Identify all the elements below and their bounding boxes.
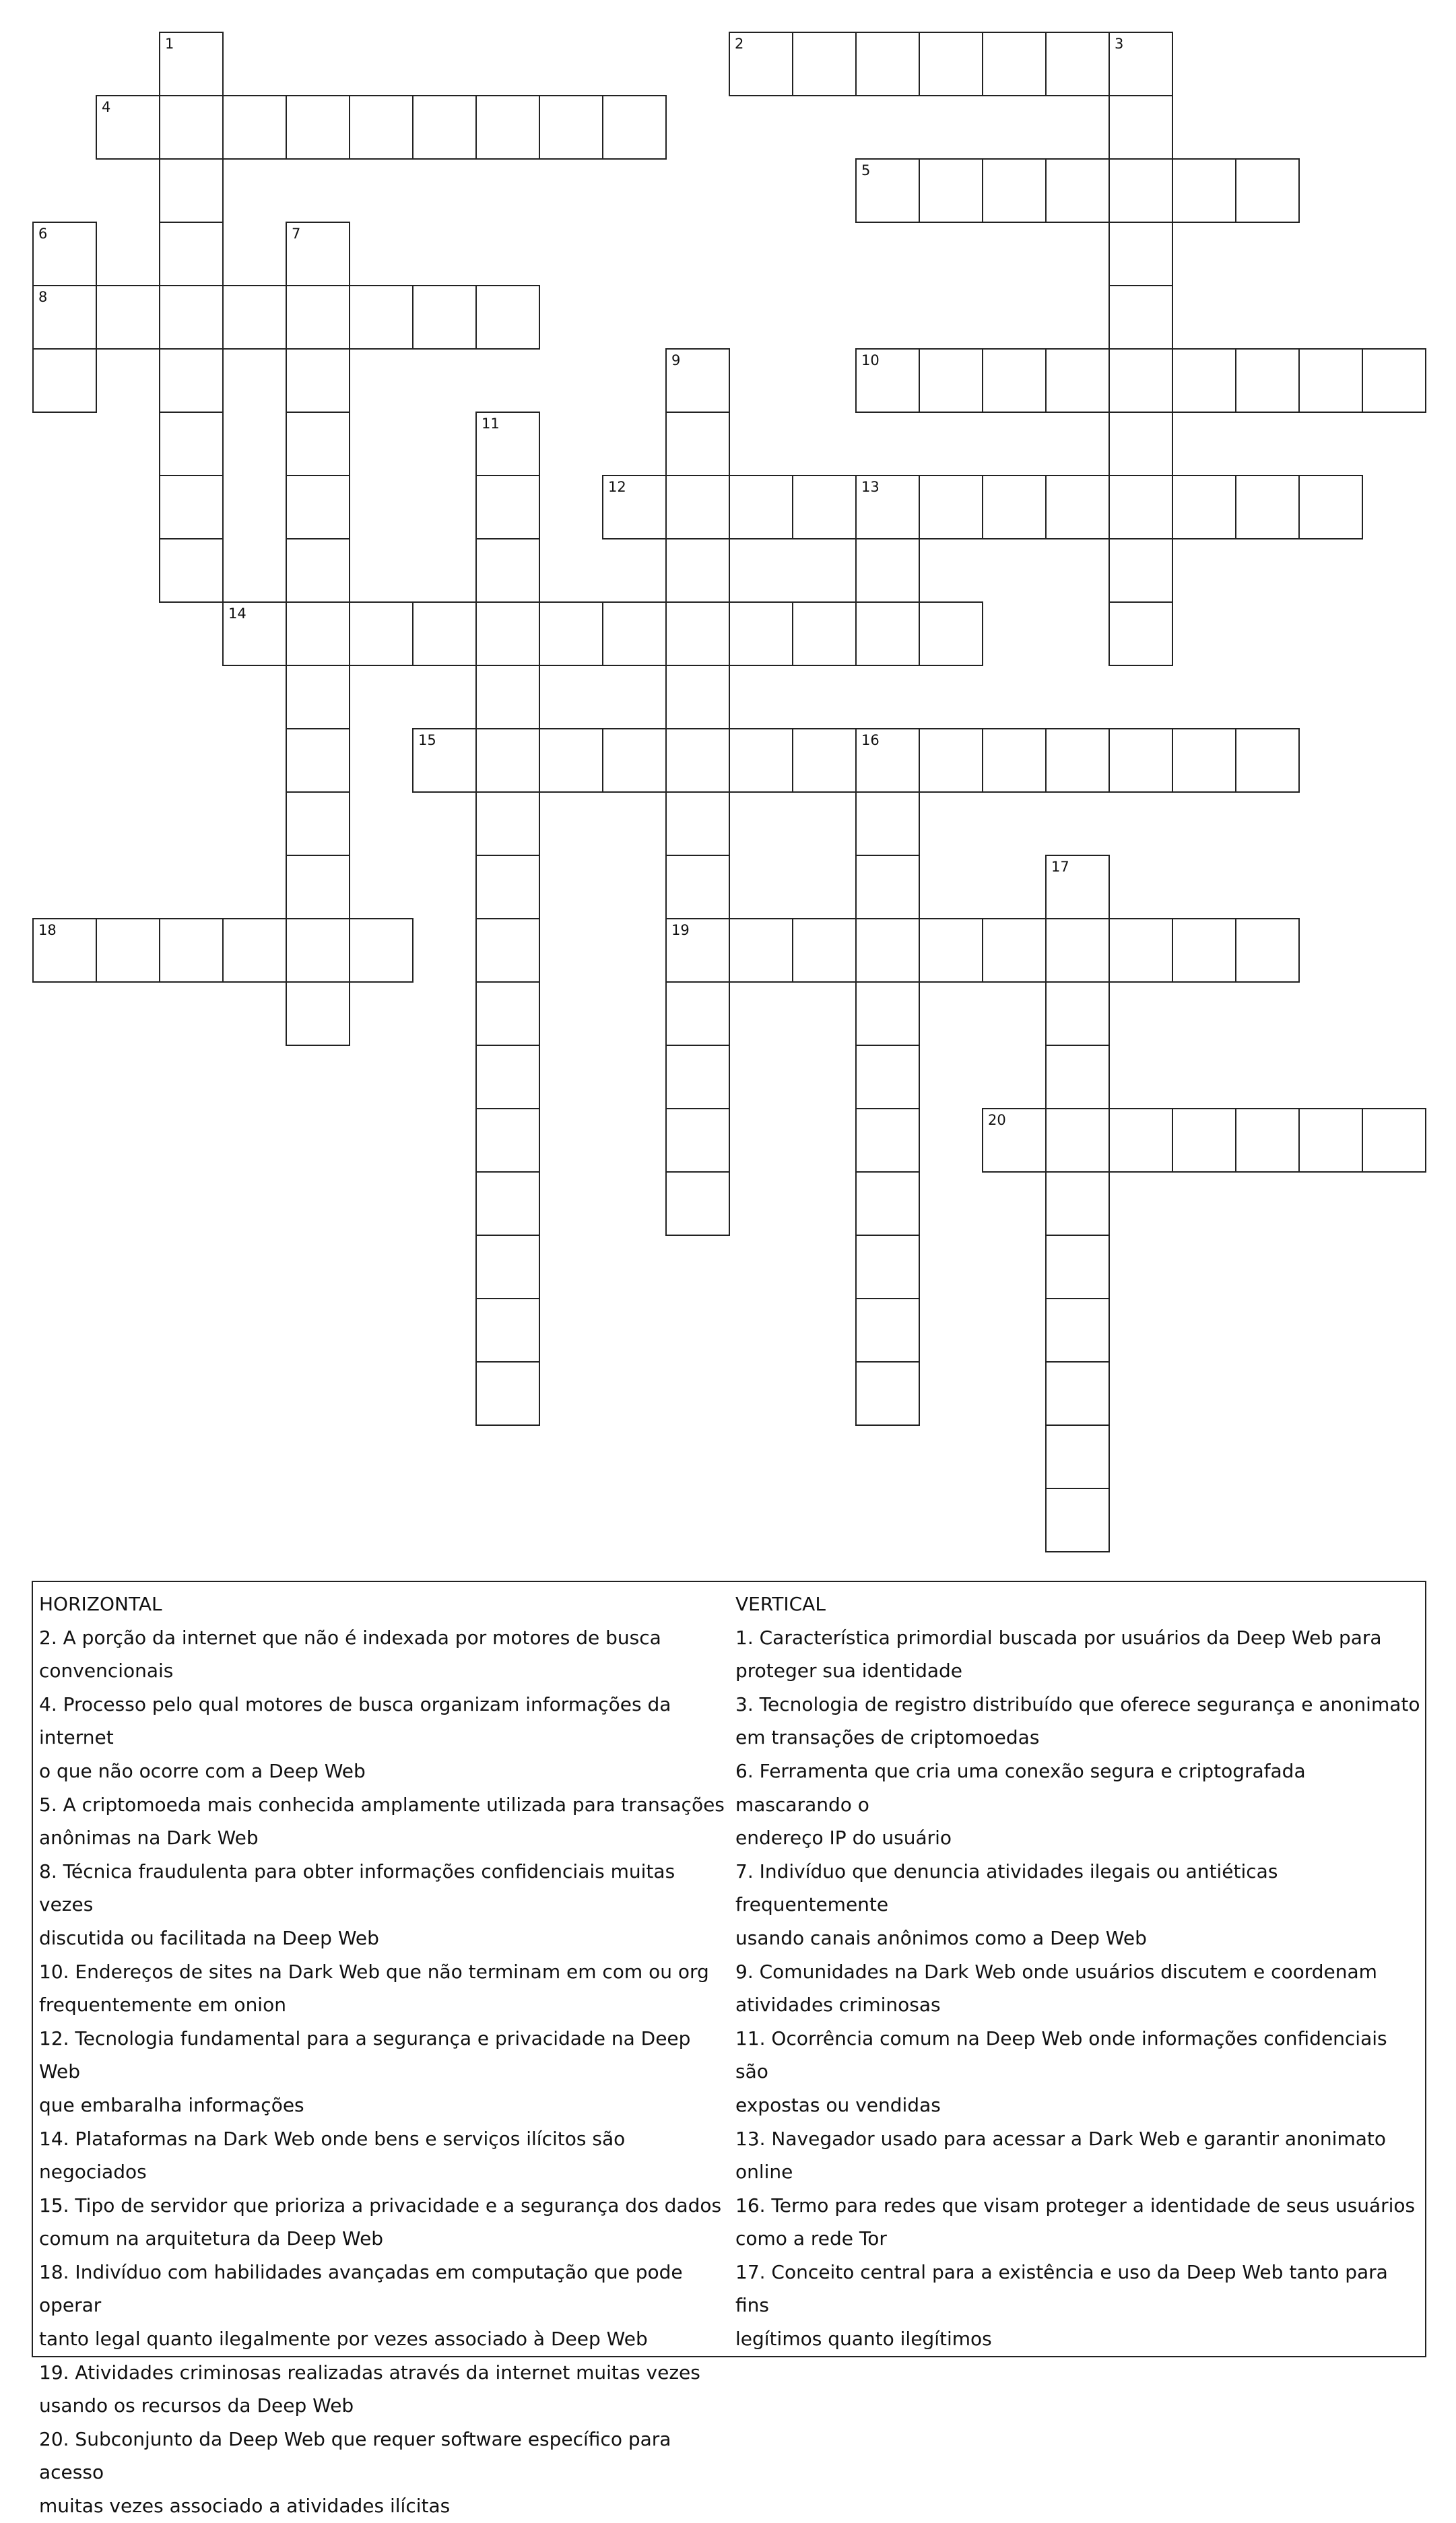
grid-cell[interactable] [1045, 348, 1110, 413]
grid-cell[interactable] [982, 1108, 1047, 1173]
grid-cell[interactable] [1045, 728, 1110, 793]
across-clue-line: 20. Subconjunto da Deep Web que requer software específico para acesso [39, 2427, 671, 2484]
grid-cell[interactable] [665, 791, 730, 856]
grid-cell[interactable] [665, 728, 730, 793]
grid-cell[interactable] [286, 981, 350, 1046]
grid-cell[interactable] [665, 538, 730, 603]
grid-cell[interactable] [982, 475, 1047, 539]
down-clue-line: em transações de criptomoedas [735, 1726, 1040, 1749]
clue-number: 4 [102, 99, 111, 115]
down-clue-line: expostas ou vendidas [735, 2093, 941, 2116]
grid-cell[interactable] [412, 95, 477, 160]
grid-cell[interactable] [412, 601, 477, 666]
grid-cell[interactable] [729, 601, 793, 666]
across-clue-line: anônimas na Dark Web [39, 1827, 259, 1849]
grid-cell[interactable] [412, 728, 477, 793]
across-clue-line: 19. Atividades criminosas realizadas através da internet muitas vezes [39, 2361, 700, 2384]
grid-cell[interactable] [982, 32, 1047, 96]
grid-cell[interactable] [792, 475, 857, 539]
grid-cell[interactable] [286, 855, 350, 919]
grid-cell[interactable] [855, 1361, 920, 1426]
down-clue-line: como a rede Tor [735, 2227, 887, 2250]
across-clue-line: que embaralha informações [39, 2093, 304, 2116]
grid-cell[interactable] [1235, 1108, 1300, 1173]
grid-cell[interactable] [1362, 348, 1426, 413]
grid-cell[interactable] [729, 475, 793, 539]
grid-cell[interactable] [349, 285, 413, 350]
grid-cell[interactable] [286, 665, 350, 729]
grid-cell[interactable] [159, 348, 224, 413]
grid-cell[interactable] [349, 601, 413, 666]
grid-cell[interactable] [475, 412, 540, 476]
across-clue-line: 12. Tecnologia fundamental para a segurança e privacidade na Deep Web [39, 2027, 691, 2083]
clue-number: 13 [861, 479, 880, 495]
grid-cell[interactable] [475, 728, 540, 793]
across-clue-line: 2. A porção da internet que não é indexada por motores de busca [39, 1626, 661, 1649]
grid-cell[interactable] [1108, 475, 1173, 539]
clues-box [32, 1581, 1426, 2518]
grid-cell[interactable] [1045, 981, 1110, 1046]
grid-cell[interactable] [159, 918, 224, 983]
grid-cell[interactable] [96, 95, 160, 160]
across-clue-line: muitas vezes associado a atividades ilícitas [39, 2495, 451, 2518]
across-clue-line: usando os recursos da Deep Web [39, 2394, 354, 2417]
grid-cell[interactable] [855, 475, 920, 539]
across-clue-line: convencionais [39, 1660, 174, 1682]
grid-cell[interactable] [222, 601, 287, 666]
clue-number: 9 [671, 352, 681, 368]
grid-cell[interactable] [1108, 918, 1173, 983]
grid-cell[interactable] [665, 1108, 730, 1173]
grid-cell[interactable] [1298, 1108, 1363, 1173]
grid-cell[interactable] [792, 32, 857, 96]
grid-cell[interactable] [982, 918, 1047, 983]
grid-cell[interactable] [1045, 1108, 1110, 1173]
grid-cell[interactable] [1235, 475, 1300, 539]
grid-cell[interactable] [96, 918, 160, 983]
grid-cell[interactable] [1172, 918, 1236, 983]
grid-cell[interactable] [982, 348, 1047, 413]
grid-cell[interactable] [919, 918, 983, 983]
down-clue-line: atividades criminosas [735, 1994, 941, 2017]
grid-cell[interactable] [665, 981, 730, 1046]
grid-cell[interactable] [159, 475, 224, 539]
clue-number: 5 [861, 162, 871, 178]
grid-cell[interactable] [1045, 1361, 1110, 1426]
clue-number: 16 [861, 732, 880, 748]
grid-cell[interactable] [665, 1045, 730, 1109]
grid-cell[interactable] [665, 855, 730, 919]
grid-cell[interactable] [32, 348, 97, 413]
grid-cell[interactable] [1362, 1108, 1426, 1173]
down-clue-line: 3. Tecnologia de registro distribuído que oferece segurança e anonimato [735, 1693, 1420, 1715]
grid-cell[interactable] [665, 475, 730, 539]
grid-cell[interactable] [159, 412, 224, 476]
grid-cell[interactable] [982, 158, 1047, 223]
grid-cell[interactable] [602, 475, 667, 539]
grid-cell[interactable] [475, 1171, 540, 1236]
grid-cell[interactable] [665, 665, 730, 729]
across-heading: HORIZONTAL [39, 1593, 162, 1615]
grid-cell[interactable] [1108, 348, 1173, 413]
grid-cell[interactable] [32, 918, 97, 983]
clue-number: 19 [671, 922, 690, 938]
grid-cell[interactable] [32, 222, 97, 286]
clue-number: 11 [482, 416, 500, 432]
across-clue-line: 14. Plataformas na Dark Web onde bens e serviços ilícitos são negociados [39, 2127, 626, 2184]
grid-cell[interactable] [855, 728, 920, 793]
grid-cell[interactable] [1108, 1108, 1173, 1173]
grid-cell[interactable] [1108, 538, 1173, 603]
grid-cell[interactable] [729, 918, 793, 983]
clue-number: 15 [418, 732, 436, 748]
grid-cell[interactable] [855, 918, 920, 983]
clue-number: 2 [735, 36, 744, 52]
grid-cell[interactable] [539, 601, 603, 666]
down-clues-column [735, 1587, 1422, 2356]
grid-cell[interactable] [475, 981, 540, 1046]
grid-cell[interactable] [1108, 601, 1173, 666]
grid-cell[interactable] [475, 1298, 540, 1363]
grid-cell[interactable] [349, 918, 413, 983]
grid-cell[interactable] [602, 728, 667, 793]
grid-cell[interactable] [1108, 222, 1173, 286]
grid-cell[interactable] [475, 1108, 540, 1173]
grid-cell[interactable] [729, 32, 793, 96]
down-clue-line: 9. Comunidades na Dark Web onde usuários discutem e coordenam [735, 1960, 1377, 1983]
grid-cell[interactable] [919, 348, 983, 413]
grid-cell[interactable] [855, 1235, 920, 1299]
grid-cell[interactable] [96, 285, 160, 350]
grid-cell[interactable] [855, 158, 920, 223]
grid-cell[interactable] [855, 1108, 920, 1173]
grid-cell[interactable] [855, 348, 920, 413]
grid-cell[interactable] [1045, 475, 1110, 539]
grid-cell[interactable] [855, 601, 920, 666]
grid-cell[interactable] [1172, 1108, 1236, 1173]
grid-cell[interactable] [729, 728, 793, 793]
grid-cell[interactable] [349, 95, 413, 160]
across-clue-line: 15. Tipo de servidor que prioriza a privacidade e a segurança dos dados [39, 2194, 722, 2217]
clue-number: 6 [38, 226, 48, 242]
down-heading: VERTICAL [735, 1593, 826, 1615]
grid-cell[interactable] [665, 601, 730, 666]
grid-cell[interactable] [1108, 32, 1173, 96]
down-clue-line: usando canais anônimos como a Deep Web [735, 1926, 1147, 1949]
down-clue-line: 1. Característica primordial buscada por usuários da Deep Web para [735, 1626, 1382, 1649]
grid-cell[interactable] [286, 918, 350, 983]
grid-cell[interactable] [159, 285, 224, 350]
grid-cell[interactable] [1172, 728, 1236, 793]
grid-cell[interactable] [1045, 1488, 1110, 1552]
grid-cell[interactable] [475, 538, 540, 603]
grid-cell[interactable] [792, 601, 857, 666]
clue-number: 7 [292, 226, 301, 242]
grid-cell[interactable] [855, 32, 920, 96]
grid-cell[interactable] [475, 285, 540, 350]
grid-cell[interactable] [855, 855, 920, 919]
clue-number: 10 [861, 352, 880, 368]
grid-cell[interactable] [475, 1361, 540, 1426]
grid-cell[interactable] [1172, 158, 1236, 223]
grid-cell[interactable] [919, 728, 983, 793]
across-clue-line: discutida ou facilitada na Deep Web [39, 1926, 379, 1949]
clue-number: 20 [988, 1112, 1006, 1128]
grid-cell[interactable] [792, 918, 857, 983]
grid-cell[interactable] [1045, 1171, 1110, 1236]
down-clue-line: 17. Conceito central para a existência e uso da Deep Web tanto para fins [735, 2260, 1388, 2317]
across-clues-column [39, 1587, 733, 2523]
grid-cell[interactable] [1045, 1298, 1110, 1363]
down-clue-line: 6. Ferramenta que cria uma conexão segura e criptografada mascarando o [735, 1759, 1306, 1816]
clue-number: 12 [608, 479, 626, 495]
clue-number: 1 [165, 36, 174, 52]
grid-cell[interactable] [159, 222, 224, 286]
grid-cell[interactable] [286, 601, 350, 666]
grid-cell[interactable] [855, 1298, 920, 1363]
down-clue-line: proteger sua identidade [735, 1660, 963, 1682]
grid-cell[interactable] [982, 728, 1047, 793]
grid-cell[interactable] [286, 728, 350, 793]
across-clue-line: frequentemente em onion [39, 1994, 286, 2017]
grid-cell[interactable] [855, 538, 920, 603]
grid-cell[interactable] [1045, 855, 1110, 919]
grid-cell[interactable] [919, 475, 983, 539]
grid-cell[interactable] [286, 285, 350, 350]
grid-cell[interactable] [286, 222, 350, 286]
down-clue-line: 13. Navegador usado para acessar a Dark Web e garantir anonimato online [735, 2127, 1386, 2184]
clue-number: 17 [1051, 859, 1069, 875]
grid-cell[interactable] [1045, 32, 1110, 96]
grid-cell[interactable] [159, 32, 224, 96]
grid-cell[interactable] [475, 601, 540, 666]
grid-cell[interactable] [855, 981, 920, 1046]
across-clue-line: o que não ocorre com a Deep Web [39, 1759, 366, 1782]
grid-cell[interactable] [665, 348, 730, 413]
grid-cell[interactable] [1108, 412, 1173, 476]
grid-cell[interactable] [286, 475, 350, 539]
grid-cell[interactable] [1108, 158, 1173, 223]
across-clue-line: 18. Indivíduo com habilidades avançadas em computação que pode operar [39, 2260, 683, 2317]
grid-cell[interactable] [475, 791, 540, 856]
grid-cell[interactable] [412, 285, 477, 350]
grid-cell[interactable] [475, 855, 540, 919]
across-clue-line: 4. Processo pelo qual motores de busca organizam informações da internet [39, 1693, 671, 1749]
down-clue-line: legítimos quanto ilegítimos [735, 2328, 992, 2351]
grid-cell[interactable] [1172, 348, 1236, 413]
grid-cell[interactable] [1298, 348, 1363, 413]
grid-cell[interactable] [539, 728, 603, 793]
grid-cell[interactable] [919, 158, 983, 223]
clue-number: 14 [228, 605, 246, 622]
grid-cell[interactable] [1235, 918, 1300, 983]
grid-cell[interactable] [475, 1235, 540, 1299]
grid-cell[interactable] [222, 285, 287, 350]
grid-cell[interactable] [286, 791, 350, 856]
grid-cell[interactable] [1108, 728, 1173, 793]
grid-cell[interactable] [159, 538, 224, 603]
grid-cell[interactable] [1235, 728, 1300, 793]
grid-cell[interactable] [1108, 95, 1173, 160]
grid-cell[interactable] [602, 95, 667, 160]
grid-cell[interactable] [919, 32, 983, 96]
grid-cell[interactable] [665, 918, 730, 983]
grid-cell[interactable] [286, 412, 350, 476]
grid-cell[interactable] [222, 95, 287, 160]
grid-cell[interactable] [159, 95, 224, 160]
grid-cell[interactable] [855, 791, 920, 856]
grid-cell[interactable] [1045, 1235, 1110, 1299]
grid-cell[interactable] [665, 412, 730, 476]
grid-cell[interactable] [855, 1045, 920, 1109]
grid-cell[interactable] [32, 285, 97, 350]
clue-number: 8 [38, 289, 48, 305]
grid-cell[interactable] [475, 475, 540, 539]
grid-cell[interactable] [475, 665, 540, 729]
grid-cell[interactable] [475, 1045, 540, 1109]
grid-cell[interactable] [1235, 158, 1300, 223]
clue-number: 18 [38, 922, 57, 938]
grid-cell[interactable] [1045, 918, 1110, 983]
grid-cell[interactable] [286, 348, 350, 413]
down-clue-line: 7. Indivíduo que denuncia atividades ilegais ou antiéticas frequentemente [735, 1860, 1278, 1916]
grid-cell[interactable] [1172, 475, 1236, 539]
down-clue-line: endereço IP do usuário [735, 1827, 952, 1849]
across-clue-line: tanto legal quanto ilegalmente por vezes associado à Deep Web [39, 2328, 648, 2351]
grid-cell[interactable] [475, 918, 540, 983]
grid-cell[interactable] [602, 601, 667, 666]
grid-cell[interactable] [792, 728, 857, 793]
grid-cell[interactable] [286, 538, 350, 603]
down-clue-line: 16. Termo para redes que visam proteger a identidade de seus usuários [735, 2194, 1416, 2217]
grid-cell[interactable] [159, 158, 224, 223]
down-clue-line: 11. Ocorrência comum na Deep Web onde informações confidenciais são [735, 2027, 1387, 2083]
grid-cell[interactable] [222, 918, 287, 983]
grid-cell[interactable] [665, 1171, 730, 1236]
grid-cell[interactable] [1235, 348, 1300, 413]
across-clue-line: 5. A criptomoeda mais conhecida amplamente utilizada para transações [39, 1793, 725, 1816]
grid-cell[interactable] [919, 601, 983, 666]
across-clue-line: 8. Técnica fraudulenta para obter informações confidenciais muitas vezes [39, 1860, 675, 1916]
grid-cell[interactable] [1045, 1045, 1110, 1109]
grid-cell[interactable] [539, 95, 603, 160]
across-clue-line: 10. Endereços de sites na Dark Web que não terminam em com ou org [39, 1960, 709, 1983]
clue-number: 3 [1115, 36, 1124, 52]
grid-cell[interactable] [475, 95, 540, 160]
grid-cell[interactable] [286, 95, 350, 160]
grid-cell[interactable] [1045, 1424, 1110, 1489]
grid-cell[interactable] [855, 1171, 920, 1236]
across-clue-line: comum na arquitetura da Deep Web [39, 2227, 384, 2250]
grid-cell[interactable] [1108, 285, 1173, 350]
grid-cell[interactable] [1298, 475, 1363, 539]
grid-cell[interactable] [1045, 158, 1110, 223]
